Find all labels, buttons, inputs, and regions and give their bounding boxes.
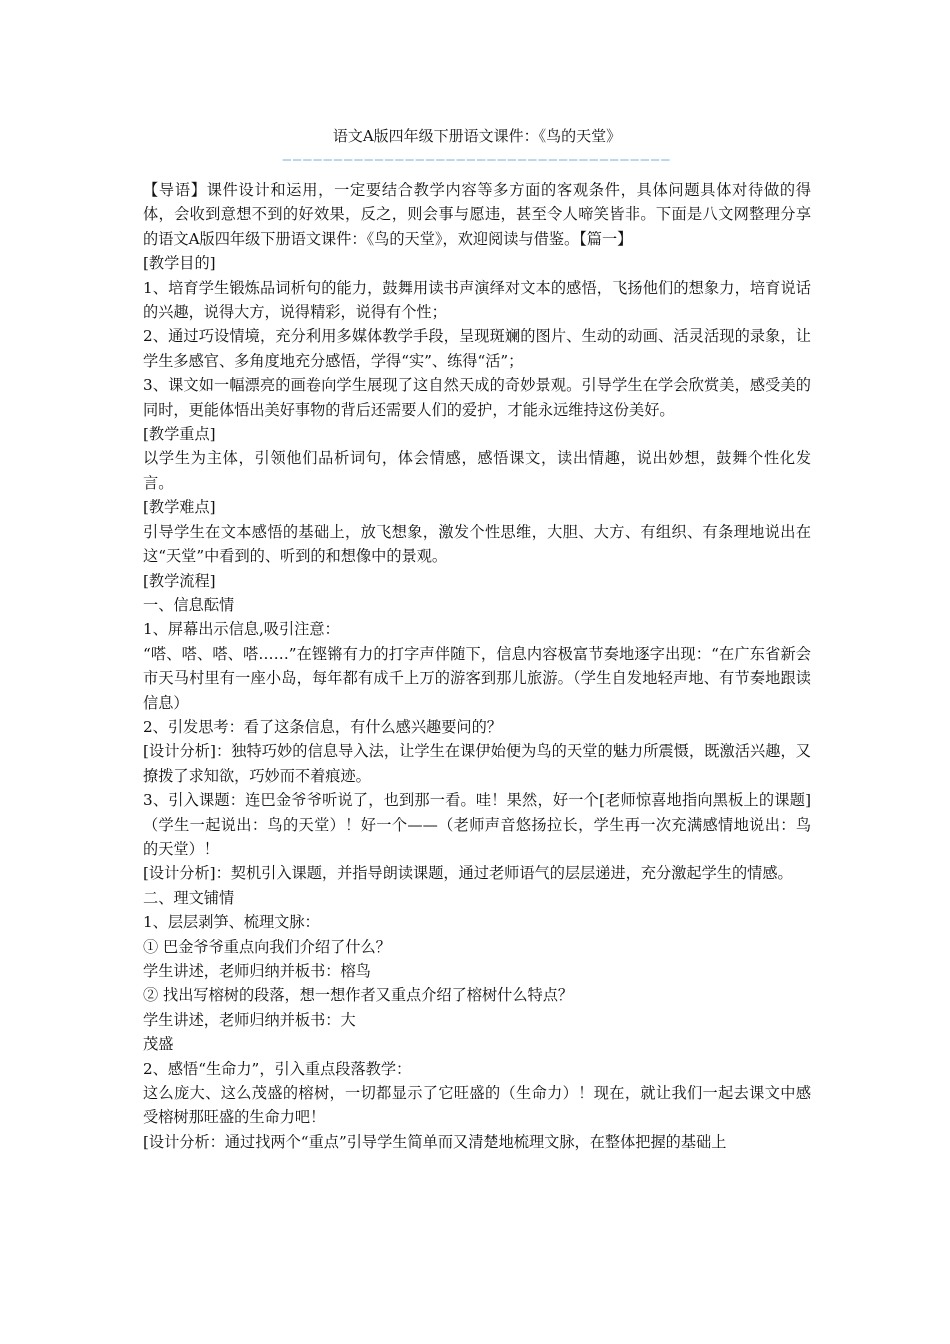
paragraph-intro: 【导语】课件设计和运用，一定要结合教学内容等多方面的客观条件，具体问题具体对待做的得体，会收到意想不到的好效果，反之，则会事与愿违，甚至令人啼笑皆非。下面是八文网整理分享的语文A版四年级下册语文课件：《鸟的天堂》，欢迎阅读与借鉴。【篇一】 [143, 181, 811, 248]
paragraph: ① 巴金爷爷重点向我们介绍了什么？ [143, 937, 391, 956]
design-analysis: [设计分析]：独特巧妙的信息导入法，让学生在课伊始便为鸟的天堂的魅力所震慑，既激活兴趣，又撩拨了求知欲，巧妙而不着痕迹。 [143, 742, 811, 785]
paragraph: 1、培育学生锻炼品词析句的能力，鼓舞用读书声演绎对文本的感悟，飞扬他们的想象力，培育说话的兴趣，说得大方，说得精彩，说得有个性； [143, 278, 811, 322]
title-separator: —————————————————————————————————————— [282, 152, 672, 168]
paragraph: 1、屏幕出示信息,吸引注意： [143, 620, 340, 639]
paragraph: 2、引发思考：看了这条信息，有什么感兴趣要问的？ [143, 717, 502, 736]
document-title: 语文A版四年级下册语文课件：《鸟的天堂》 [332, 127, 622, 145]
paragraph: 1、层层剥笋、梳理文脉： [143, 913, 320, 932]
subsection-heading: 一、信息酝情 [143, 595, 235, 614]
paragraph: 2、感悟“生命力”，引入重点段落教学： [143, 1059, 412, 1078]
section-heading-key-points: [教学重点] [143, 425, 216, 444]
paragraph: 学生讲述，老师归纳并板书：榕鸟 [143, 962, 371, 980]
paragraph: 3、引入课题：连巴金爷爷听说了，也到那一看。哇！果然，好一个[老师惊喜地指向黑板上的课题]（学生一起说出：鸟的天堂）！好一个——（老师声音悠扬拉长，学生再一次充满感情地说出：鸟的天堂）！ [143, 791, 811, 858]
section-heading-objectives: [教学目的] [143, 254, 216, 273]
subsection-heading: 二、理文铺情 [143, 888, 235, 907]
section-heading-process: [教学流程] [143, 571, 216, 590]
document-body [143, 178, 811, 1154]
paragraph: 这么庞大、这么茂盛的榕树，一切都显示了它旺盛的（生命力）！现在，就让我们一起去课文中感受榕树那旺盛的生命力吧！ [143, 1084, 811, 1127]
paragraph: 2、通过巧设情境，充分利用多媒体教学手段，呈现斑斓的图片、生动的动画、活灵活现的录象，让学生多感官、多角度地充分感悟，学得“实”、练得“活”； [143, 327, 811, 370]
paragraph: 引导学生在文本感悟的基础上，放飞想象，激发个性思维，大胆、大方、有组织、有条理地说出在这“天堂”中看到的、听到的和想像中的景观。 [143, 522, 811, 566]
section-heading-difficulties: [教学难点] [143, 498, 216, 517]
paragraph: ② 找出写榕树的段落，想一想作者又重点介绍了榕树什么特点？ [143, 986, 574, 1005]
document-page [143, 122, 811, 1154]
paragraph: 3、课文如一幅漂亮的画卷向学生展现了这自然天成的奇妙景观。引导学生在学会欣赏美，感受美的同时，更能体悟出美好事物的背后还需要人们的爱护，才能永远维持这份美好。 [143, 376, 811, 419]
paragraph: 茂盛 [143, 1035, 174, 1054]
design-analysis: [设计分析]：契机引入课题，并指导朗读课题，通过老师语气的层层递进，充分激起学生的情感。 [143, 864, 793, 883]
paragraph: “嗒、嗒、嗒、嗒……”在铿锵有力的打字声伴随下，信息内容极富节奏地逐字出现：“在广东省新会市天马村里有一座小岛，每年都有成千上万的游客到那儿旅游。（学生自发地轻声地、有节奏地跟读信息） [143, 644, 811, 712]
paragraph: 学生讲述，老师归纳并板书：大 [143, 1010, 356, 1029]
paragraph: 以学生为主体，引领他们品析词句，体会情感，感悟课文，读出情趣，说出妙想，鼓舞个性化发言。 [143, 449, 811, 492]
design-analysis: [设计分析：通过找两个“重点”引导学生简单而又清楚地梳理文脉，在整体把握的基础上 [143, 1132, 727, 1151]
